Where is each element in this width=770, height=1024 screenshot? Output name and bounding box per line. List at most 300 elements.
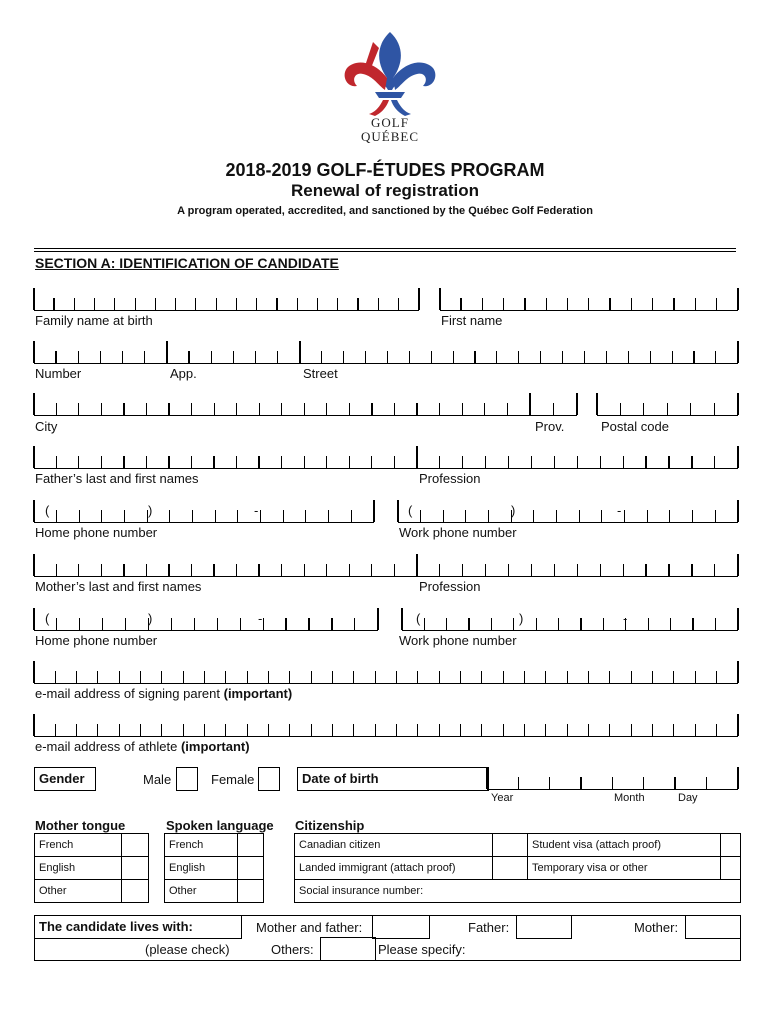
mother-tongue-table <box>34 833 149 903</box>
comb-tick <box>371 456 372 468</box>
comb-tick <box>337 298 338 310</box>
phone-close-paren: ) <box>511 503 516 518</box>
comb-tick <box>101 456 102 468</box>
comb-tick <box>183 724 184 736</box>
comb-tick <box>216 298 217 310</box>
comb-tick <box>281 403 282 415</box>
father-home-phone-comb[interactable] <box>34 500 374 523</box>
comb-tick <box>545 724 546 736</box>
spoken-language-option: English <box>165 857 238 880</box>
comb-tick <box>100 351 101 363</box>
comb-edge <box>737 446 739 468</box>
family-name-label: Family name at birth <box>35 313 153 328</box>
street-comb[interactable] <box>300 341 738 364</box>
comb-edge <box>737 767 739 789</box>
mother-names-comb[interactable] <box>34 554 417 577</box>
citizenship-header: Citizenship <box>295 818 365 833</box>
mother-tongue-option: Other <box>35 880 122 903</box>
comb-tick <box>204 724 205 736</box>
comb-tick <box>349 564 350 576</box>
comb-tick <box>146 403 147 415</box>
comb-tick <box>443 510 444 522</box>
comb-tick <box>674 777 675 789</box>
comb-tick <box>714 403 715 415</box>
comb-tick <box>673 724 674 736</box>
comb-tick <box>462 456 463 468</box>
comb-tick <box>78 403 79 415</box>
city-label: City <box>35 419 58 434</box>
comb-tick <box>304 456 305 468</box>
phone-open-paren: ( <box>408 503 413 518</box>
mother-work-phone-label: Work phone number <box>399 633 517 648</box>
comb-tick <box>439 456 440 468</box>
comb-tick <box>439 724 440 736</box>
comb-tick <box>119 724 120 736</box>
comb-tick <box>101 564 102 576</box>
comb-tick <box>692 618 693 630</box>
comb-edge <box>166 341 168 363</box>
app-comb[interactable] <box>167 341 300 364</box>
mother-label: Mother: <box>634 920 679 935</box>
spoken-language-option: Other <box>165 880 238 903</box>
number-comb[interactable] <box>34 341 167 364</box>
comb-edge <box>737 500 739 522</box>
mother-profession-comb[interactable] <box>417 554 738 577</box>
comb-tick <box>56 403 57 415</box>
comb-tick <box>507 403 508 415</box>
dob-comb[interactable] <box>487 767 738 790</box>
comb-tick <box>524 671 525 683</box>
comb-tick <box>285 618 286 630</box>
comb-tick <box>353 671 354 683</box>
comb-tick <box>277 351 278 363</box>
comb-tick <box>76 724 77 736</box>
comb-tick <box>695 724 696 736</box>
father-names-comb[interactable] <box>34 446 417 469</box>
comb-tick <box>102 618 103 630</box>
comb-edge <box>416 554 418 576</box>
comb-tick <box>431 351 432 363</box>
father-checkbox[interactable] <box>516 915 572 939</box>
comb-tick <box>531 456 532 468</box>
comb-edge <box>439 288 441 310</box>
spoken-language-checkbox[interactable] <box>238 857 264 880</box>
comb-edge <box>486 767 488 789</box>
comb-tick <box>485 564 486 576</box>
comb-tick <box>652 671 653 683</box>
comb-tick <box>161 724 162 736</box>
comb-tick <box>263 618 264 630</box>
social-insurance-field[interactable]: Social insurance number: <box>295 880 741 903</box>
citizenship-option: Landed immigrant (attach proof) <box>295 857 493 880</box>
comb-tick <box>349 456 350 468</box>
comb-tick <box>609 724 610 736</box>
comb-tick <box>652 724 653 736</box>
comb-tick <box>225 724 226 736</box>
comb-tick <box>168 403 169 415</box>
comb-tick <box>354 618 355 630</box>
phone-dash: - <box>617 503 622 518</box>
comb-tick <box>255 351 256 363</box>
comb-tick <box>460 671 461 683</box>
comb-tick <box>343 351 344 363</box>
comb-tick <box>577 456 578 468</box>
comb-tick <box>462 403 463 415</box>
divider-top <box>34 248 736 249</box>
page-tagline: A program operated, accredited, and sanctioned by the Québec Golf Federation <box>177 205 593 217</box>
comb-tick <box>508 564 509 576</box>
comb-tick <box>171 618 172 630</box>
comb-tick <box>468 618 469 630</box>
comb-tick <box>669 510 670 522</box>
comb-tick <box>125 618 126 630</box>
comb-tick <box>256 298 257 310</box>
comb-tick <box>101 510 102 522</box>
comb-tick <box>439 403 440 415</box>
father-work-phone-label: Work phone number <box>399 525 517 540</box>
phone-dash: - <box>254 503 259 518</box>
comb-tick <box>567 671 568 683</box>
comb-edge <box>737 608 739 630</box>
comb-tick <box>122 351 123 363</box>
comb-tick <box>188 351 189 363</box>
comb-tick <box>531 564 532 576</box>
comb-tick <box>144 351 145 363</box>
comb-tick <box>503 671 504 683</box>
comb-tick <box>546 298 547 310</box>
comb-tick <box>540 351 541 363</box>
golf-quebec-logo <box>335 28 445 146</box>
comb-tick <box>416 403 417 415</box>
father-work-phone-comb[interactable] <box>398 500 738 523</box>
comb-tick <box>417 671 418 683</box>
comb-tick <box>588 671 589 683</box>
logo-line-1: GOLF <box>371 115 409 130</box>
comb-tick <box>556 510 557 522</box>
comb-edge <box>596 393 598 415</box>
comb-tick <box>236 564 237 576</box>
comb-tick <box>217 618 218 630</box>
comb-tick <box>553 403 554 415</box>
citizenship-option: Canadian citizen <box>295 834 493 857</box>
comb-tick <box>168 564 169 576</box>
comb-tick <box>76 671 77 683</box>
comb-tick <box>609 671 610 683</box>
comb-edge <box>377 608 379 630</box>
comb-tick <box>213 564 214 576</box>
dob-month-label: Month <box>614 792 645 804</box>
comb-tick <box>652 298 653 310</box>
father-home-phone-label: Home phone number <box>35 525 158 540</box>
comb-tick <box>588 724 589 736</box>
comb-tick <box>643 777 644 789</box>
comb-tick <box>439 564 440 576</box>
comb-tick <box>620 403 621 415</box>
comb-tick <box>394 403 395 415</box>
comb-edge <box>401 608 403 630</box>
comb-tick <box>420 510 421 522</box>
comb-edge <box>33 288 35 310</box>
phone-close-paren: ) <box>148 503 153 518</box>
please-specify-field[interactable]: Please specify: <box>378 942 466 957</box>
comb-tick <box>351 510 352 522</box>
comb-tick <box>715 618 716 630</box>
comb-tick <box>580 618 581 630</box>
comb-tick <box>460 724 461 736</box>
comb-tick <box>175 298 176 310</box>
comb-edge <box>737 341 739 363</box>
first-name-label: First name <box>441 313 503 328</box>
spoken-language-table <box>164 833 264 903</box>
parent-email-comb[interactable] <box>34 661 738 684</box>
mother-tongue-checkbox[interactable] <box>122 834 149 857</box>
spoken-language-checkbox[interactable] <box>238 880 264 903</box>
comb-tick <box>204 671 205 683</box>
comb-tick <box>78 564 79 576</box>
phone-open-paren: ( <box>45 611 50 626</box>
citizenship-checkbox[interactable] <box>721 857 741 880</box>
comb-tick <box>55 724 56 736</box>
comb-tick <box>56 510 57 522</box>
comb-edge <box>416 446 418 468</box>
comb-tick <box>78 456 79 468</box>
comb-tick <box>491 618 492 630</box>
comb-tick <box>332 724 333 736</box>
spoken-language-header: Spoken language <box>166 818 274 833</box>
comb-tick <box>276 298 277 310</box>
comb-tick <box>281 564 282 576</box>
first-name-comb[interactable] <box>440 288 738 311</box>
comb-tick <box>236 456 237 468</box>
athlete-email-comb[interactable] <box>34 714 738 737</box>
comb-tick <box>667 403 668 415</box>
spoken-language-checkbox[interactable] <box>238 834 264 857</box>
citizenship-option: Student visa (attach proof) <box>528 834 721 857</box>
comb-tick <box>140 671 141 683</box>
comb-tick <box>146 456 147 468</box>
comb-tick <box>670 618 671 630</box>
mother-tongue-header: Mother tongue <box>35 818 126 833</box>
number-label: Number <box>35 366 82 381</box>
postal-code-label: Postal code <box>601 419 669 434</box>
comb-tick <box>375 724 376 736</box>
comb-tick <box>78 351 79 363</box>
comb-tick <box>55 351 56 363</box>
citizenship-checkbox[interactable] <box>493 857 528 880</box>
comb-edge <box>299 341 301 363</box>
comb-tick <box>168 456 169 468</box>
comb-edge <box>33 341 35 363</box>
father-label: Father: <box>468 920 510 935</box>
citizenship-checkbox[interactable] <box>493 834 528 857</box>
comb-tick <box>706 777 707 789</box>
comb-edge <box>33 393 35 415</box>
comb-tick <box>326 456 327 468</box>
comb-tick <box>579 510 580 522</box>
comb-tick <box>123 564 124 576</box>
please-check-label: (please check) <box>145 942 230 957</box>
parent-email-text: e-mail address of signing parent <box>35 686 224 701</box>
comb-tick <box>695 298 696 310</box>
comb-edge <box>737 288 739 310</box>
dob-year-label: Year <box>491 792 514 804</box>
city-comb[interactable] <box>34 393 530 416</box>
comb-tick <box>56 564 57 576</box>
mother-father-checkbox[interactable] <box>372 915 430 939</box>
comb-tick <box>258 564 259 576</box>
comb-tick <box>465 510 466 522</box>
comb-tick <box>268 724 269 736</box>
prov-comb[interactable] <box>530 393 577 416</box>
comb-edge <box>737 393 739 415</box>
athlete-email-text: e-mail address of athlete <box>35 739 181 754</box>
comb-tick <box>268 671 269 683</box>
comb-tick <box>371 403 372 415</box>
comb-tick <box>365 351 366 363</box>
dob-label: Date of birth <box>302 771 379 786</box>
comb-edge <box>529 393 531 415</box>
gender-male-checkbox[interactable] <box>176 767 198 791</box>
comb-tick <box>628 351 629 363</box>
comb-tick <box>549 777 550 789</box>
comb-tick <box>191 456 192 468</box>
comb-tick <box>183 671 184 683</box>
mother-home-phone-comb[interactable] <box>34 608 378 631</box>
comb-tick <box>648 618 649 630</box>
comb-tick <box>609 298 610 310</box>
comb-tick <box>567 298 568 310</box>
comb-tick <box>577 564 578 576</box>
comb-tick <box>289 671 290 683</box>
gender-female-checkbox[interactable] <box>258 767 280 791</box>
comb-tick <box>508 456 509 468</box>
comb-tick <box>192 510 193 522</box>
comb-tick <box>623 456 624 468</box>
fleur-de-lis-icon <box>335 28 445 118</box>
comb-tick <box>645 564 646 576</box>
comb-tick <box>524 298 525 310</box>
family-name-comb[interactable] <box>34 288 419 311</box>
comb-tick <box>536 618 537 630</box>
comb-tick <box>97 724 98 736</box>
comb-tick <box>474 351 475 363</box>
comb-tick <box>545 671 546 683</box>
others-label: Others: <box>271 942 314 957</box>
mother-tongue-checkbox[interactable] <box>122 880 149 903</box>
comb-tick <box>305 510 306 522</box>
comb-tick <box>716 298 717 310</box>
comb-tick <box>481 671 482 683</box>
app-label: App. <box>170 366 197 381</box>
phone-open-paren: ( <box>45 503 50 518</box>
comb-tick <box>247 671 248 683</box>
comb-edge <box>33 661 35 683</box>
citizenship-option: Temporary visa or other <box>528 857 721 880</box>
others-checkbox[interactable] <box>320 937 376 961</box>
comb-tick <box>524 724 525 736</box>
comb-tick <box>155 298 156 310</box>
father-profession-comb[interactable] <box>417 446 738 469</box>
comb-tick <box>328 510 329 522</box>
comb-tick <box>56 456 57 468</box>
comb-tick <box>396 671 397 683</box>
mother-tongue-option: English <box>35 857 122 880</box>
comb-tick <box>612 777 613 789</box>
phone-dash: - <box>258 611 263 626</box>
comb-tick <box>326 403 327 415</box>
comb-tick <box>213 456 214 468</box>
postal-code-comb[interactable] <box>597 393 738 416</box>
comb-tick <box>503 298 504 310</box>
comb-tick <box>439 671 440 683</box>
comb-tick <box>518 777 519 789</box>
comb-tick <box>580 777 581 789</box>
comb-tick <box>94 298 95 310</box>
prov-label: Prov. <box>535 419 565 434</box>
comb-tick <box>259 403 260 415</box>
comb-tick <box>258 456 259 468</box>
comb-tick <box>690 403 691 415</box>
comb-tick <box>462 564 463 576</box>
comb-tick <box>378 298 379 310</box>
comb-tick <box>119 671 120 683</box>
gender-label: Gender <box>39 771 85 786</box>
comb-tick <box>623 564 624 576</box>
comb-tick <box>236 403 237 415</box>
comb-tick <box>353 724 354 736</box>
spoken-language-option: French <box>165 834 238 857</box>
parent-email-important: (important) <box>223 686 293 701</box>
gender-male-label: Male <box>143 772 172 787</box>
comb-tick <box>672 351 673 363</box>
mother-work-phone-comb[interactable] <box>402 608 738 631</box>
citizenship-checkbox[interactable] <box>721 834 741 857</box>
comb-tick <box>673 298 674 310</box>
comb-tick <box>650 351 651 363</box>
comb-edge <box>576 393 578 415</box>
comb-edge <box>737 714 739 736</box>
comb-tick <box>624 510 625 522</box>
comb-edge <box>737 661 739 683</box>
comb-tick <box>101 403 102 415</box>
comb-tick <box>567 724 568 736</box>
mother-checkbox[interactable] <box>685 915 741 939</box>
comb-tick <box>606 351 607 363</box>
comb-tick <box>123 403 124 415</box>
citizenship-table <box>294 833 741 903</box>
comb-tick <box>513 618 514 630</box>
comb-edge <box>33 714 35 736</box>
comb-tick <box>191 403 192 415</box>
mother-tongue-checkbox[interactable] <box>122 857 149 880</box>
comb-tick <box>588 298 589 310</box>
comb-tick <box>225 671 226 683</box>
mother-home-phone-label: Home phone number <box>35 633 158 648</box>
comb-tick <box>693 351 694 363</box>
gender-female-label: Female <box>211 772 255 787</box>
father-names-label: Father’s last and first names <box>35 471 199 486</box>
comb-tick <box>195 298 196 310</box>
comb-tick <box>236 298 237 310</box>
comb-tick <box>233 351 234 363</box>
comb-tick <box>533 510 534 522</box>
comb-tick <box>558 618 559 630</box>
comb-tick <box>398 298 399 310</box>
comb-tick <box>481 724 482 736</box>
comb-tick <box>53 298 54 310</box>
comb-tick <box>692 510 693 522</box>
comb-tick <box>349 403 350 415</box>
